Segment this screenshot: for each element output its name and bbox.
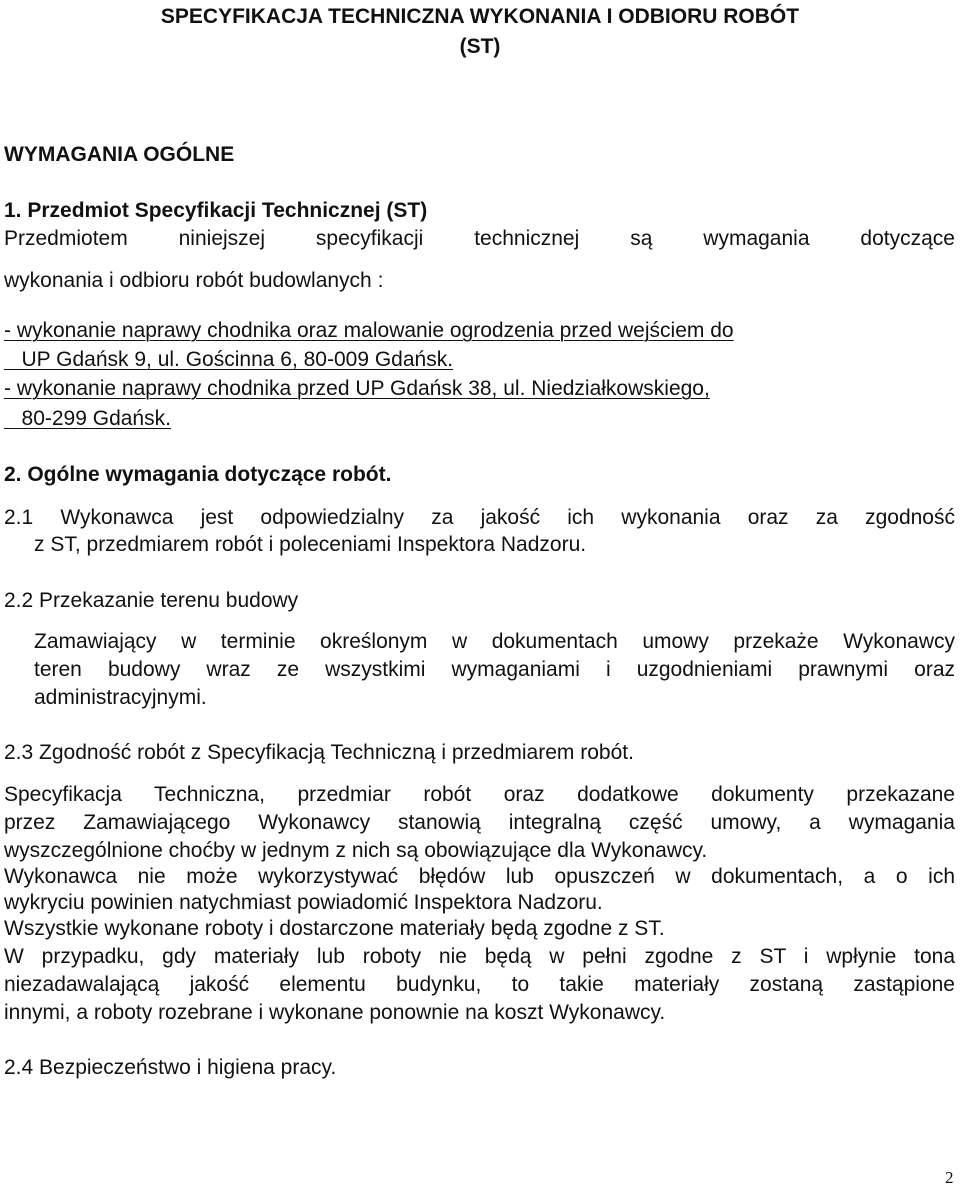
section-1-paragraph-line-1: Przedmiotem niniejszej specyfikacji technicznej są wymagania dotyczące [4,227,955,250]
section-2-3-line-5: wykryciu powinien natychmiast powiadomić Inspektora Nadzoru. [4,891,603,914]
section-2-3-line-4: Wykonawca nie może wykorzystywać błędów lub opuszczeń w dokumentach, a o ich [4,865,955,888]
document-title-line-2: (ST) [459,35,501,58]
scope-item-2-line-1: - wykonanie naprawy chodnika przed UP Gdańsk 38, ul. Niedziałkowskiego, [4,377,710,400]
section-2-2-line-3: administracyjnymi. [34,686,207,709]
section-2-3-line-9: innymi, a roboty rozebrane i wykonane ponownie na koszt Wykonawcy. [4,1001,666,1024]
page-number: 2 [945,1168,954,1187]
section-2-3-line-2: przez Zamawiającego Wykonawcy stanowią integralną część umowy, a wymagania [4,811,955,834]
document-title-line-1: SPECYFIKACJA TECHNICZNA WYKONANIA I ODBIORU ROBÓT [160,5,800,28]
section-1-paragraph-line-2: wykonania i odbioru robót budowlanych : [4,269,384,292]
section-2-3-line-6: Wszystkie wykonane roboty i dostarczone materiały będą zgodne z ST. [4,917,665,940]
section-2-3-line-8: niezadawalającą jakość elementu budynku, to takie materiały zostaną zastąpione [4,973,955,996]
section-2-2-line-1: Zamawiający w terminie określonym w dokumentach umowy przekaże Wykonawcy [34,630,955,653]
section-2-2-line-2: teren budowy wraz ze wszystkimi wymaganiami i uzgodnieniami prawnymi oraz [34,658,955,681]
section-2-heading: 2. Ogólne wymagania dotyczące robót. [4,463,392,486]
scope-item-2-line-2: 80-299 Gdańsk. [21,407,171,430]
section-2-3-line-7: W przypadku, gdy materiały lub roboty nie będą w pełni zgodne z ST i wpłynie tona [4,945,955,968]
section-2-3-line-1: Specyfikacja Techniczna, przedmiar robót oraz dodatkowe dokumenty przekazane [4,783,955,806]
section-2-4-heading: 2.4 Bezpieczeństwo i higiena pracy. [4,1056,337,1079]
section-2-1-line-2: z ST, przedmiarem robót i poleceniami Inspektora Nadzoru. [34,533,587,556]
scope-item-1-line-2: UP Gdańsk 9, ul. Gościnna 6, 80-009 Gdańsk. [21,348,454,371]
section-2-3-line-3: wyszczególnione choćby w jednym z nich są obowiązujące dla Wykonawcy. [4,839,708,862]
section-2-3-heading: 2.3 Zgodność robót z Specyfikacją Techniczną i przedmiarem robót. [4,741,634,764]
scope-item-1-line-1: - wykonanie naprawy chodnika oraz malowanie ogrodzenia przed wejściem do [4,319,734,342]
section-2-1-line-1: 2.1 Wykonawca jest odpowiedzialny za jakość ich wykonania oraz za zgodność [4,506,955,529]
section-heading-general: WYMAGANIA OGÓLNE [4,143,235,166]
section-1-heading: 1. Przedmiot Specyfikacji Technicznej (ST) [4,199,428,222]
section-2-2-heading: 2.2 Przekazanie terenu budowy [4,589,299,612]
